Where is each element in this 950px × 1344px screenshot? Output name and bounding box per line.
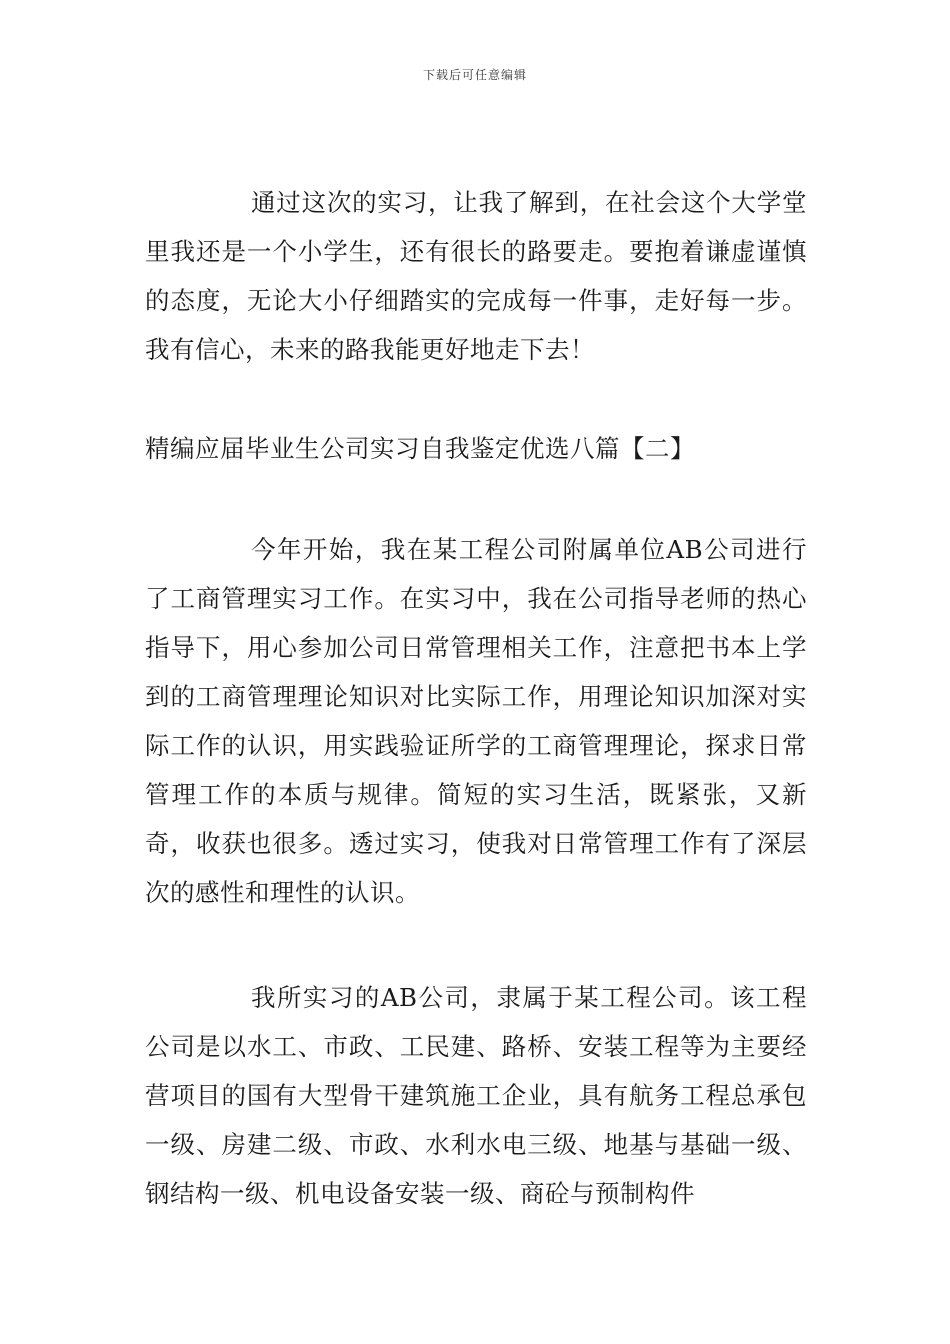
page-header: 下载后可任意编辑: [422, 68, 527, 82]
section-heading: 精编应届毕业生公司实习自我鉴定优选八篇【二】: [145, 434, 695, 463]
paragraph-2: 今年开始，我在某工程公司附属单位AB公司进行了工商管理实习工作。在实习中，我在公司指导老师的热心指导下，用心参加公司日常管理相关工作，注意把书本上学到的工商管理理论知识对比实际工作，用理论知识加深对实际工作的认识，用实践验证所学的工商管理理论，探求日常管理工作的本质与规律。简短的实习生活，既紧张，又新奇，收获也很多。透过实习，使我对日常管理工作有了深层次的感性和理性的认识。: [145, 535, 807, 907]
paragraph-3: 我所实习的AB公司，隶属于某工程公司。该工程公司是以水工、市政、工民建、路桥、安装工程等为主要经营项目的国有大型骨干建筑施工企业，具有航务工程总承包一级、房建二级、市政、水利水电三级、地基与基础一级、钢结构一级、机电设备安装一级、商砼与预制构件: [145, 983, 807, 1208]
paragraph-1: 通过这次的实习，让我了解到，在社会这个大学堂里我还是一个小学生，还有很长的路要走。要抱着谦虚谨慎的态度，无论大小仔细踏实的完成每一件事，走好每一步。我有信心，未来的路我能更好地走下去！: [145, 188, 807, 364]
